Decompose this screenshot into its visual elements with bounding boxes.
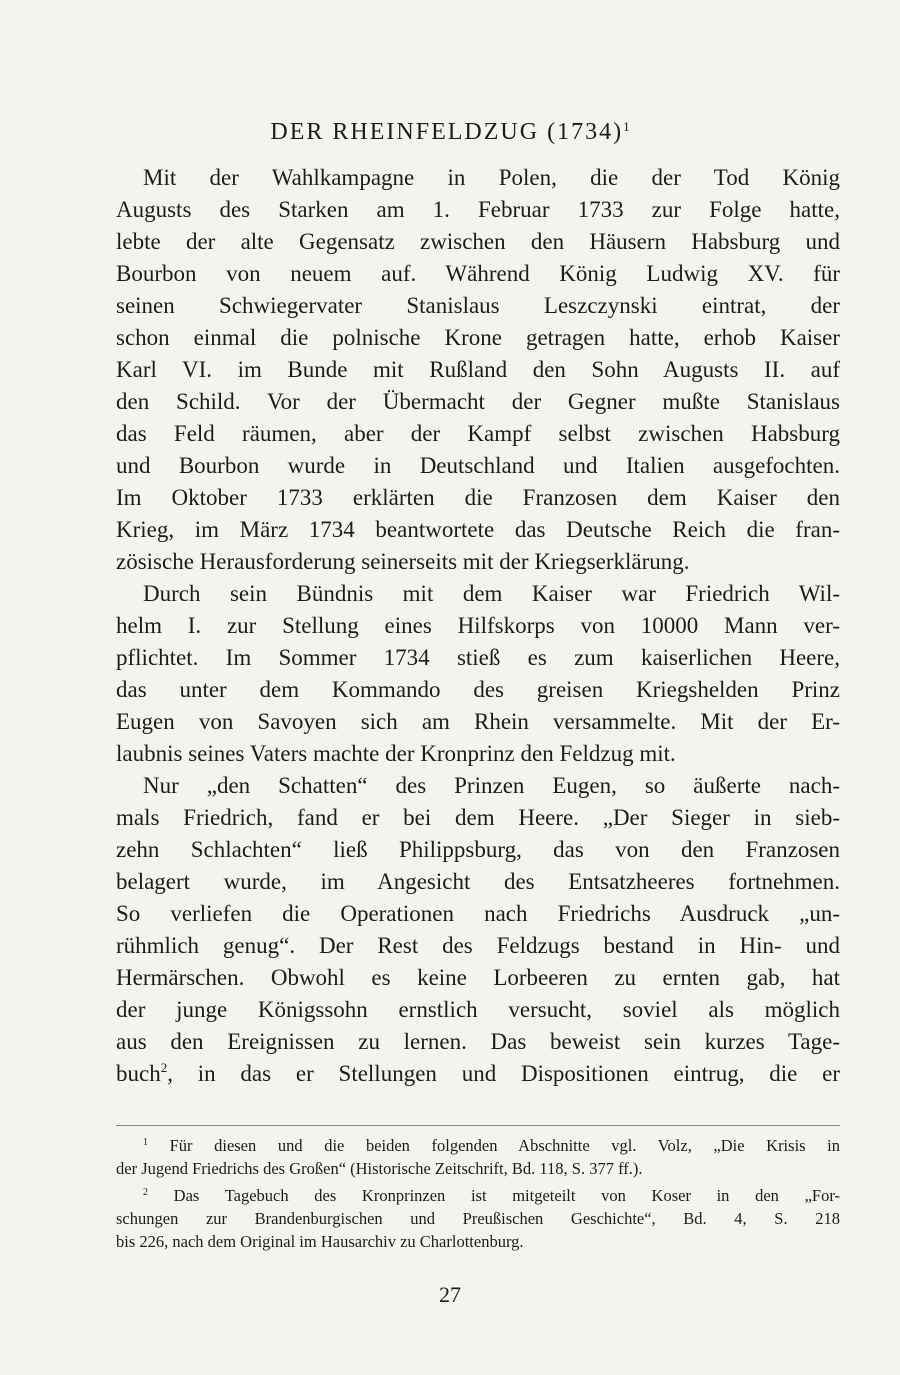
chapter-heading bbox=[0, 112, 900, 147]
body-line: helm I. zur Stellung eines Hilfskorps von 10000 Mann ver- bbox=[116, 613, 840, 638]
footnote-text-line: der Jugend Friedrichs des Großen“ (Historische Zeitschrift, Bd. 118, S. 377 ff.). bbox=[116, 1159, 643, 1178]
body-line: mals Friedrich, fand er bei dem Heere. „Der Sieger in sieb- bbox=[116, 805, 840, 830]
footnote-text: Für diesen und die beiden folgenden Abschnitte vgl. Volz, „Die Krisis in bbox=[169, 1136, 840, 1155]
body-line: zehn Schlachten“ ließ Philippsburg, das von den Franzosen bbox=[116, 837, 840, 862]
body-line: pflichtet. Im Sommer 1734 stieß es zum kaiserlichen Heere, bbox=[116, 645, 840, 670]
body-line: Krieg, im März 1734 beantwortete das Deutsche Reich die fran- bbox=[116, 517, 840, 542]
body-line: Bourbon von neuem auf. Während König Ludwig XV. für bbox=[116, 261, 840, 286]
body-line: das Feld räumen, aber der Kampf selbst zwischen Habsburg bbox=[116, 421, 840, 446]
footnote-marker: 1 bbox=[623, 119, 630, 134]
footnote-1 bbox=[143, 1134, 840, 1157]
body-line: belagert wurde, im Angesicht des Entsatzheeres fortnehmen. bbox=[116, 869, 840, 894]
body-line: Hermärschen. Obwohl es keine Lorbeeren zu ernten gab, hat bbox=[116, 965, 840, 990]
footnote-2 bbox=[143, 1184, 840, 1207]
body-line: Durch sein Bündnis mit dem Kaiser war Friedrich Wil- bbox=[143, 581, 840, 606]
body-line: laubnis seines Vaters machte der Kronprinz den Feldzug mit. bbox=[116, 741, 676, 766]
body-line: den Schild. Vor der Übermacht der Gegner mußte Stanislaus bbox=[116, 389, 840, 414]
footnote-text-line: bis 226, nach dem Original im Hausarchiv zu Charlottenburg. bbox=[116, 1232, 524, 1251]
footnote-marker: 2 bbox=[160, 1060, 168, 1075]
body-text: buch bbox=[116, 1061, 161, 1086]
body-line: seinen Schwiegervater Stanislaus Leszczynski eintrat, der bbox=[116, 293, 840, 318]
body-line: Karl VI. im Bunde mit Rußland den Sohn Augusts II. auf bbox=[116, 357, 840, 382]
body-line: So verliefen die Operationen nach Friedrichs Ausdruck „un- bbox=[116, 901, 840, 926]
footnote-number: 1 bbox=[143, 1137, 148, 1148]
body-line: Eugen von Savoyen sich am Rhein versammelte. Mit der Er- bbox=[116, 709, 840, 734]
body-line: das unter dem Kommando des greisen Kriegshelden Prinz bbox=[116, 677, 840, 702]
body-line bbox=[116, 1058, 840, 1090]
chapter-title: DER RHEINFELDZUG (1734) bbox=[270, 119, 624, 145]
footnote-text-line: schungen zur Brandenburgischen und Preußischen Geschichte“, Bd. 4, S. 218 bbox=[116, 1209, 840, 1228]
footnote-number: 2 bbox=[143, 1187, 148, 1198]
footnote-divider bbox=[116, 1125, 840, 1126]
page-number: 27 bbox=[439, 1282, 461, 1307]
footnote-text: Das Tagebuch des Kronprinzen ist mitgeteilt von Koser in den „For- bbox=[173, 1186, 840, 1205]
body-line: Augusts des Starken am 1. Februar 1733 zur Folge hatte, bbox=[116, 197, 840, 222]
body-line: Nur „den Schatten“ des Prinzen Eugen, so äußerte nach- bbox=[143, 773, 840, 798]
body-line: lebte der alte Gegensatz zwischen den Häusern Habsburg und bbox=[116, 229, 840, 254]
body-line: zösische Herausforderung seinerseits mit der Kriegserklärung. bbox=[116, 549, 690, 574]
body-text: , in das er Stellungen und Dispositionen eintrug, die er bbox=[167, 1061, 840, 1086]
body-line: schon einmal die polnische Krone getragen hatte, erhob Kaiser bbox=[116, 325, 840, 350]
body-line: Im Oktober 1733 erklärten die Franzosen dem Kaiser den bbox=[116, 485, 840, 510]
body-line: Mit der Wahlkampagne in Polen, die der Tod König bbox=[143, 165, 840, 190]
body-line: aus den Ereignissen zu lernen. Das beweist sein kurzes Tage- bbox=[116, 1029, 840, 1054]
body-line: der junge Königssohn ernstlich versucht, soviel als möglich bbox=[116, 997, 840, 1022]
body-line: und Bourbon wurde in Deutschland und Italien ausgefochten. bbox=[116, 453, 840, 478]
body-line: rühmlich genug“. Der Rest des Feldzugs bestand in Hin- und bbox=[116, 933, 840, 958]
